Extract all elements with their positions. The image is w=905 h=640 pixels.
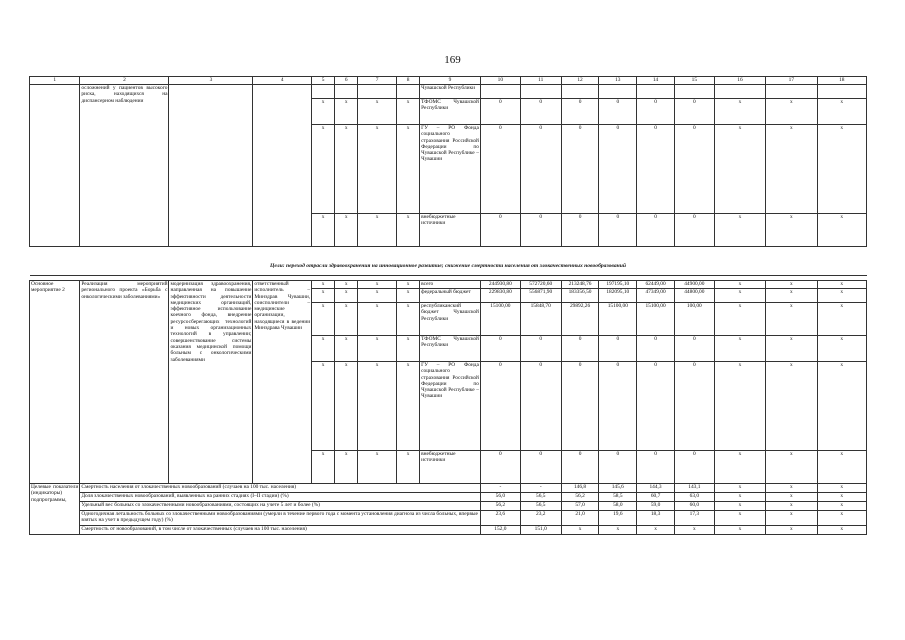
indicator-value: 23,2 xyxy=(520,511,561,526)
funding-source: федеральный бюджет xyxy=(420,289,481,303)
value-cell: x xyxy=(766,336,817,362)
value-cell: 0 xyxy=(561,99,599,125)
value-cell: x xyxy=(766,214,817,247)
value-cell xyxy=(674,85,714,99)
marker-cell: x xyxy=(397,362,420,451)
indicator-value: 19,6 xyxy=(599,511,637,526)
column-number: 1 xyxy=(30,77,80,85)
value-cell: 0 xyxy=(674,336,714,362)
value-cell: x xyxy=(817,336,866,362)
value-cell: x xyxy=(817,303,866,336)
marker-cell: x xyxy=(397,125,420,214)
indicator-value: 59,0 xyxy=(637,502,675,511)
value-cell: x xyxy=(714,281,765,289)
value-cell: x xyxy=(766,289,817,303)
marker-cell: x xyxy=(335,99,358,125)
marker-cell: x xyxy=(397,303,420,336)
indicator-value: x xyxy=(766,502,817,511)
column-number: 15 xyxy=(674,77,714,85)
value-cell: 556871,90 xyxy=(520,289,561,303)
indicator-value: x xyxy=(766,526,817,535)
indicator-value: 56,5 xyxy=(520,502,561,511)
indicator-value: 60,0 xyxy=(674,502,714,511)
value-cell: 0 xyxy=(637,125,675,214)
column-1-blank xyxy=(30,85,80,247)
goal-heading-row xyxy=(30,247,867,276)
column-3-blank xyxy=(169,85,253,247)
marker-cell: x xyxy=(358,451,397,484)
marker-cell: x xyxy=(358,214,397,247)
indicator-value: 56,0 xyxy=(480,493,520,502)
value-cell xyxy=(714,85,765,99)
value-cell: x xyxy=(817,214,866,247)
value-cell: 0 xyxy=(637,99,675,125)
value-cell: 29892,26 xyxy=(561,303,599,336)
indicator-name: Удельный вес больных со злокачественными новообразованиями, состоящих на учете 5 лет и более (%) xyxy=(80,502,481,511)
column-number: 10 xyxy=(480,77,520,85)
marker-cell: x xyxy=(358,362,397,451)
event-title: Основное мероприятие 2 xyxy=(30,281,80,484)
funding-source: Чувашской Республики xyxy=(420,85,481,99)
value-cell: 15100,00 xyxy=(599,303,637,336)
event-results: модернизация здравоохранения, направленная на повышение эффективности деятельности медицинских организаций, эффективное использование коечного фонда, внедрение ресурсосберегающих технологий и новых организационных технологий в управлении; совершенствование системы оказания медицинской помощи больным с онкологическими заболеваниями xyxy=(169,281,253,484)
value-cell: 0 xyxy=(599,451,637,484)
value-cell: 197195,10 xyxy=(599,281,637,289)
marker-cell: x xyxy=(335,281,358,289)
marker-cell: x xyxy=(397,214,420,247)
marker-cell: x xyxy=(312,125,335,214)
indicator-value: 57,0 xyxy=(561,502,599,511)
value-cell: 100,00 xyxy=(674,303,714,336)
value-cell: x xyxy=(766,303,817,336)
indicator-value: 18,3 xyxy=(637,511,675,526)
indicator-value: - xyxy=(480,484,520,493)
column-number: 5 xyxy=(312,77,335,85)
value-cell: 0 xyxy=(561,214,599,247)
value-cell: x xyxy=(817,451,866,484)
column-number: 18 xyxy=(817,77,866,85)
indicator-value: x xyxy=(817,493,866,502)
indicator-value: 56,2 xyxy=(480,502,520,511)
value-cell: 47349,00 xyxy=(637,289,675,303)
marker-cell: x xyxy=(335,303,358,336)
indicator-value: 17,3 xyxy=(674,511,714,526)
table-row xyxy=(30,281,867,289)
indicator-value: x xyxy=(817,502,866,511)
marker-cell: x xyxy=(312,281,335,289)
value-cell: 0 xyxy=(480,214,520,247)
value-cell: 0 xyxy=(520,451,561,484)
event-description: Реализация мероприятий регионального проекта «Борьба с онкологическими заболеваниями» xyxy=(80,281,169,484)
value-cell: 0 xyxy=(599,125,637,214)
column-number: 9 xyxy=(420,77,481,85)
value-cell: x xyxy=(817,281,866,289)
indicator-value: x xyxy=(817,526,866,535)
marker-cell: x xyxy=(312,362,335,451)
indicator-value: 21,0 xyxy=(561,511,599,526)
value-cell: 0 xyxy=(637,336,675,362)
marker-cell: x xyxy=(358,99,397,125)
value-cell xyxy=(817,85,866,99)
indicator-value: x xyxy=(817,484,866,493)
marker-cell xyxy=(335,85,358,99)
value-cell: 182095,10 xyxy=(599,289,637,303)
indicator-name: Смертность от новообразований, в том числе от злокачественных (случаев на 100 тыс. населения) xyxy=(80,526,481,535)
indicator-row xyxy=(30,511,867,526)
indicator-value: 146,8 xyxy=(561,484,599,493)
funding-source: ТФОМС Чувашской Республики xyxy=(420,99,481,125)
goal-heading: Цели: переход отрасли здравоохранения на инновационное развитие; снижение смертности населения от злокачественных новообразований xyxy=(30,247,867,276)
column-number: 16 xyxy=(714,77,765,85)
indicator-value: 58,5 xyxy=(599,493,637,502)
indicator-value: x xyxy=(674,526,714,535)
value-cell: x xyxy=(714,303,765,336)
funding-source: всего xyxy=(420,281,481,289)
indicator-value: x xyxy=(637,526,675,535)
value-cell xyxy=(637,85,675,99)
value-cell: 62449,00 xyxy=(637,281,675,289)
indicator-value: x xyxy=(817,511,866,526)
value-cell xyxy=(599,85,637,99)
value-cell: 0 xyxy=(480,336,520,362)
indicator-value: 56,5 xyxy=(520,493,561,502)
column-number: 2 xyxy=(80,77,169,85)
marker-cell: x xyxy=(335,451,358,484)
value-cell: 213248,76 xyxy=(561,281,599,289)
indicator-value: x xyxy=(766,493,817,502)
value-cell: x xyxy=(766,451,817,484)
column-number: 12 xyxy=(561,77,599,85)
indicator-value: x xyxy=(714,526,765,535)
value-cell: 15848,70 xyxy=(520,303,561,336)
value-cell: 0 xyxy=(520,99,561,125)
value-cell: 0 xyxy=(520,336,561,362)
value-cell xyxy=(561,85,599,99)
marker-cell: x xyxy=(397,99,420,125)
column-number: 14 xyxy=(637,77,675,85)
value-cell: x xyxy=(817,362,866,451)
indicator-value: 23,6 xyxy=(480,511,520,526)
indicator-value: 145,6 xyxy=(599,484,637,493)
indicator-value: 60,7 xyxy=(637,493,675,502)
value-cell: 0 xyxy=(520,214,561,247)
column-number: 11 xyxy=(520,77,561,85)
column-number: 8 xyxy=(397,77,420,85)
column-number: 6 xyxy=(335,77,358,85)
marker-cell: x xyxy=(397,289,420,303)
value-cell: 229830,80 xyxy=(480,289,520,303)
indicator-name: Доля злокачественных новообразований, выявленных на ранних стадиях (I–II стадии) (%) xyxy=(80,493,481,502)
marker-cell: x xyxy=(358,336,397,362)
marker-cell: x xyxy=(397,451,420,484)
value-cell: 244930,80 xyxy=(480,281,520,289)
value-cell: x xyxy=(766,362,817,451)
value-cell: 44900,00 xyxy=(674,281,714,289)
column-number: 3 xyxy=(169,77,253,85)
indicator-name: Одногодичная летальность больных со злокачественными новообразованиями (умерли в течение первого года с момента установления диагноза из числа больных, впервые взятых на учет в предыдущем году) (%) xyxy=(80,511,481,526)
column-4-blank xyxy=(253,85,312,247)
funding-source: ГУ – РО Фонда социального страхования Российской Федерации по Чувашской Республике – Чувашии xyxy=(420,362,481,451)
value-cell xyxy=(766,85,817,99)
marker-cell: x xyxy=(335,125,358,214)
indicator-value: x xyxy=(714,493,765,502)
marker-cell: x xyxy=(397,336,420,362)
marker-cell: x xyxy=(335,362,358,451)
activity-text: осложнений у пациентов высокого риска, находящихся на диспансерном наблюдении xyxy=(80,85,169,247)
value-cell: x xyxy=(714,336,765,362)
value-cell: 0 xyxy=(637,214,675,247)
marker-cell xyxy=(397,85,420,99)
indicator-value: 63,0 xyxy=(674,493,714,502)
value-cell: 572720,60 xyxy=(520,281,561,289)
value-cell: x xyxy=(766,281,817,289)
value-cell: 0 xyxy=(674,125,714,214)
marker-cell: x xyxy=(312,214,335,247)
marker-cell: x xyxy=(335,214,358,247)
value-cell: x xyxy=(714,125,765,214)
indicator-row xyxy=(30,526,867,535)
value-cell: 0 xyxy=(480,99,520,125)
program-table xyxy=(29,76,867,535)
value-cell: 0 xyxy=(561,336,599,362)
value-cell: 0 xyxy=(674,451,714,484)
marker-cell: x xyxy=(358,125,397,214)
value-cell: x xyxy=(714,289,765,303)
funding-source: внебюджетные источники xyxy=(420,214,481,247)
column-number-row xyxy=(30,77,867,85)
indicator-value: 151,0 xyxy=(520,526,561,535)
indicator-value: x xyxy=(561,526,599,535)
marker-cell xyxy=(358,85,397,99)
marker-cell: x xyxy=(312,336,335,362)
value-cell: 0 xyxy=(480,362,520,451)
marker-cell: x xyxy=(312,451,335,484)
column-number: 4 xyxy=(253,77,312,85)
value-cell: 0 xyxy=(520,362,561,451)
value-cell xyxy=(480,85,520,99)
marker-cell: x xyxy=(358,281,397,289)
value-cell: 0 xyxy=(637,362,675,451)
value-cell: 183356,50 xyxy=(561,289,599,303)
indicator-value: 152,0 xyxy=(480,526,520,535)
value-cell: 0 xyxy=(674,362,714,451)
marker-cell: x xyxy=(358,303,397,336)
indicator-value: 143,1 xyxy=(674,484,714,493)
funding-source: республиканский бюджет Чувашской Республики xyxy=(420,303,481,336)
value-cell: x xyxy=(766,99,817,125)
indicator-value: x xyxy=(766,484,817,493)
indicators-label: Целевые показатели (индикаторы) подпрограммы, xyxy=(30,484,80,535)
funding-source: ТФОМС Чувашской Республики xyxy=(420,336,481,362)
value-cell: 44800,00 xyxy=(674,289,714,303)
marker-cell: x xyxy=(312,303,335,336)
indicator-value: x xyxy=(599,526,637,535)
value-cell: 0 xyxy=(561,362,599,451)
value-cell: x xyxy=(817,289,866,303)
indicator-row xyxy=(30,493,867,502)
event-executors: ответственный исполнитель – Минздрав Чувашии, соисполнители – медицинские организации, находящиеся в ведении Минздрава Чувашии xyxy=(253,281,312,484)
indicator-value: 56,2 xyxy=(561,493,599,502)
marker-cell: x xyxy=(312,289,335,303)
value-cell: 15100,00 xyxy=(637,303,675,336)
value-cell: x xyxy=(714,451,765,484)
value-cell: 0 xyxy=(520,125,561,214)
value-cell: 0 xyxy=(674,214,714,247)
marker-cell: x xyxy=(335,336,358,362)
indicator-row xyxy=(30,502,867,511)
value-cell: 0 xyxy=(480,451,520,484)
indicator-value: 144,3 xyxy=(637,484,675,493)
value-cell xyxy=(520,85,561,99)
value-cell: 0 xyxy=(561,451,599,484)
marker-cell xyxy=(312,85,335,99)
page-number: 169 xyxy=(444,54,461,66)
value-cell: 15100,00 xyxy=(480,303,520,336)
value-cell: 0 xyxy=(599,336,637,362)
indicator-value: 58,0 xyxy=(599,502,637,511)
value-cell: x xyxy=(714,99,765,125)
indicator-value: x xyxy=(714,511,765,526)
value-cell: 0 xyxy=(599,214,637,247)
column-number: 17 xyxy=(766,77,817,85)
value-cell: x xyxy=(714,362,765,451)
indicator-value: - xyxy=(520,484,561,493)
value-cell: 0 xyxy=(637,451,675,484)
value-cell: 0 xyxy=(480,125,520,214)
funding-source: ГУ – РО Фонда социального страхования Российской Федерации по Чувашской Республике – Чувашии xyxy=(420,125,481,214)
indicator-value: x xyxy=(714,502,765,511)
indicator-row xyxy=(30,484,867,493)
value-cell: 0 xyxy=(674,99,714,125)
marker-cell: x xyxy=(335,289,358,303)
column-number: 7 xyxy=(358,77,397,85)
value-cell: 0 xyxy=(599,99,637,125)
table-row xyxy=(30,85,867,99)
indicator-value: x xyxy=(766,511,817,526)
marker-cell: x xyxy=(312,99,335,125)
value-cell: x xyxy=(766,125,817,214)
funding-source: внебюджетные источники xyxy=(420,451,481,484)
indicator-name: Смертность населения от злокачественных новообразований (случаев на 100 тыс. населения) xyxy=(80,484,481,493)
indicator-value: x xyxy=(714,484,765,493)
value-cell: 0 xyxy=(599,362,637,451)
marker-cell: x xyxy=(358,289,397,303)
marker-cell: x xyxy=(397,281,420,289)
column-number: 13 xyxy=(599,77,637,85)
value-cell: 0 xyxy=(561,125,599,214)
value-cell: x xyxy=(817,99,866,125)
value-cell: x xyxy=(714,214,765,247)
value-cell: x xyxy=(817,125,866,214)
